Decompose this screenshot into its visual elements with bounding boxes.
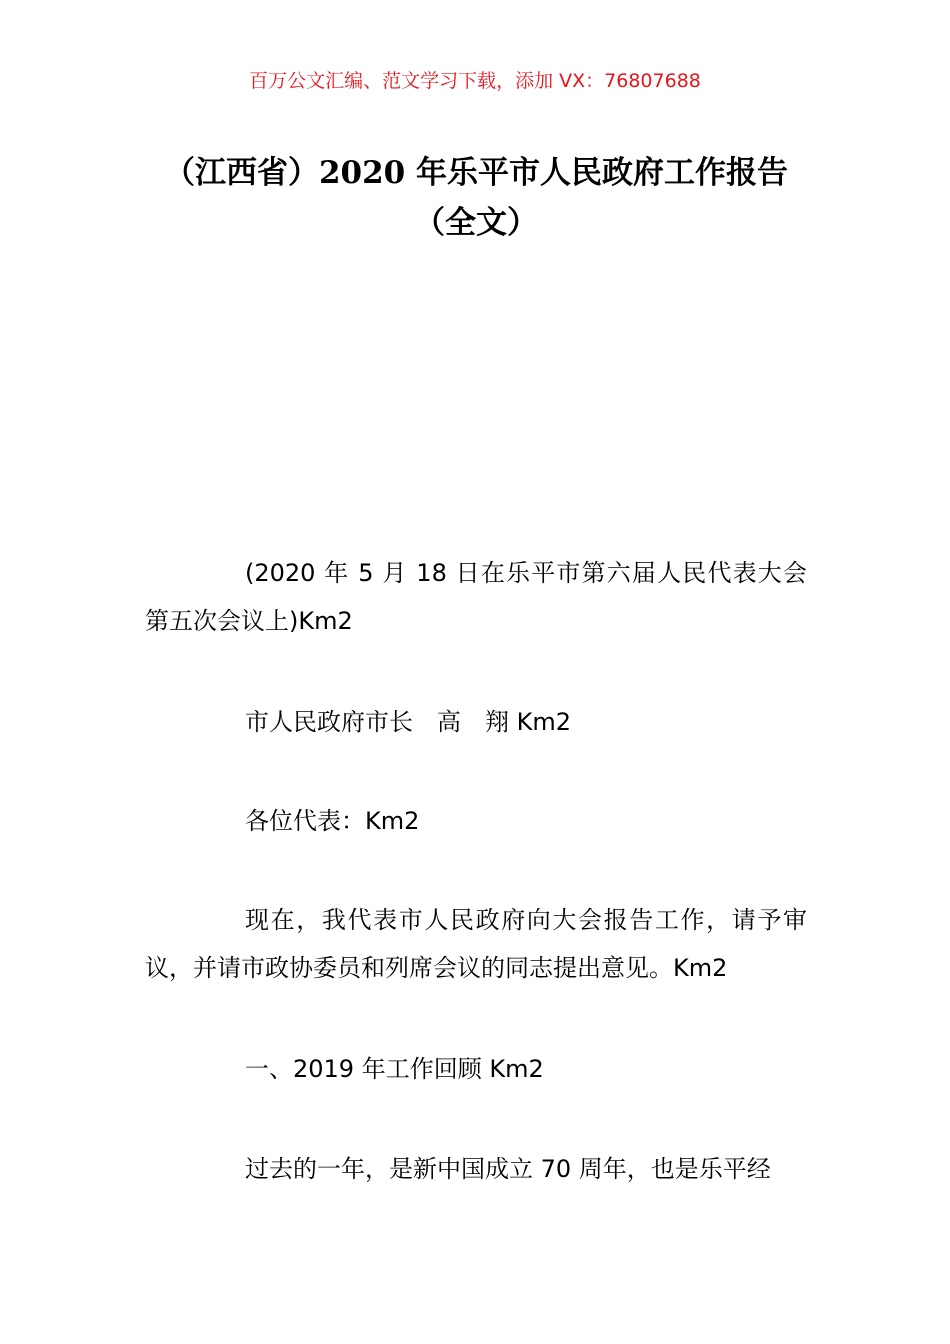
intro-paragraph: 现在，我代表市人民政府向大会报告工作，请予审议，并请市政协委员和列席会议的同志提出意见。Km2 <box>145 906 807 982</box>
review-paragraph: 过去的一年，是新中国成立 70 周年，也是乐平经 <box>245 1155 771 1183</box>
salutation: 各位代表：Km2 <box>245 807 420 835</box>
promo-header: 百万公文汇编、范文学习下载，添加 VX：76807688 <box>249 70 701 92</box>
document-title: （江西省）2020 年乐平市人民政府工作报告（全文） <box>163 155 789 241</box>
speaker-line: 市人民政府市长 高 翔 Km2 <box>245 708 572 736</box>
session-info-paragraph: (2020 年 5 月 18 日在乐平市第六届人民代表大会第五次会议上)Km2 <box>145 559 807 635</box>
section-heading: 一、2019 年工作回顾 Km2 <box>245 1055 544 1083</box>
